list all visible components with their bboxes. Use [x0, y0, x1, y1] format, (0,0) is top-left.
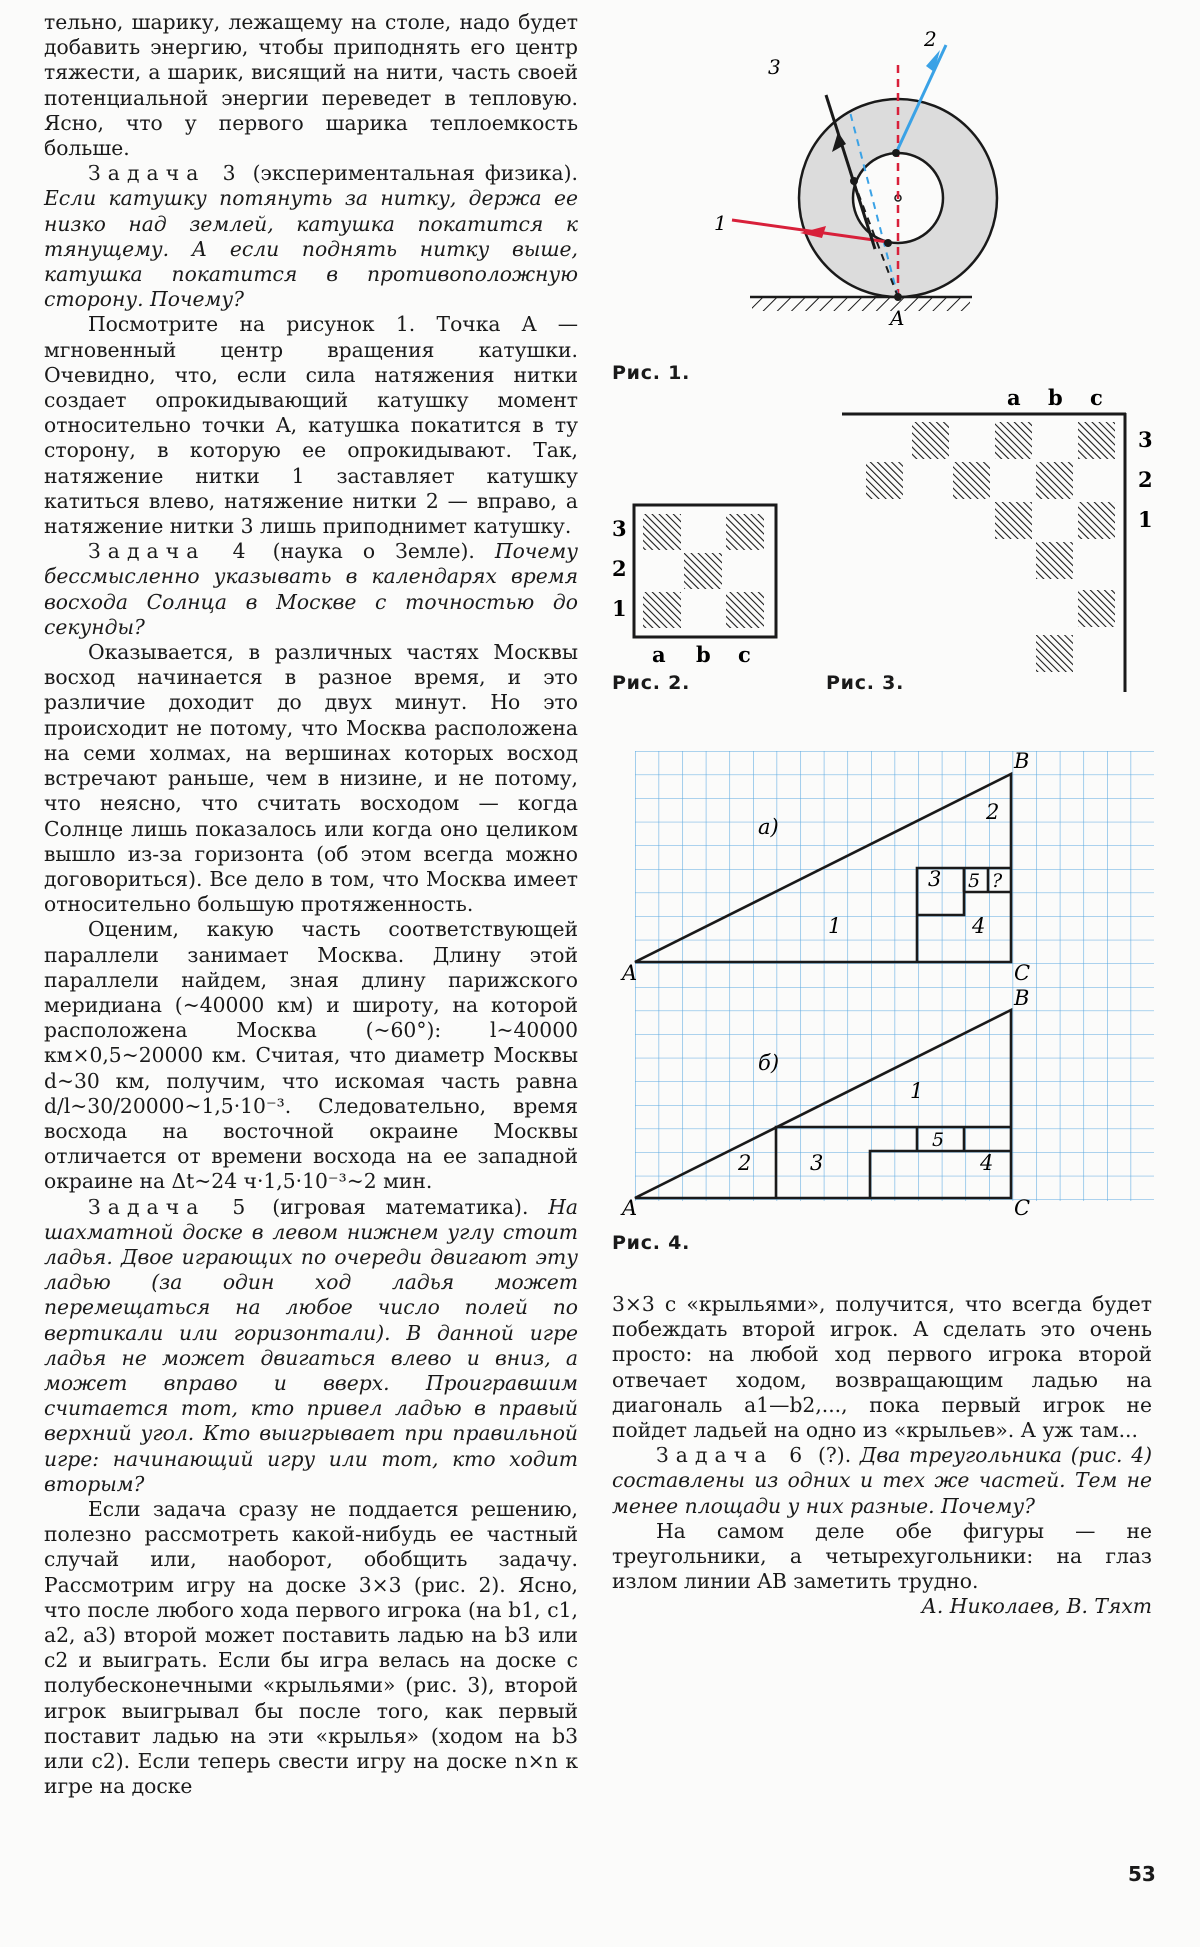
left-column: [44, 10, 578, 1799]
paragraph: Если задача сразу не поддается решению, полезно рассмотреть какой-нибудь ее частный случай или, наоборот, обобщить задачу. Рассмотрим игру на доске 3×3 (рис. 2). Ясно, что после любого хода первого игрока (на b1, c1, a2, a3) второй может поставить ладью на b3 или c2 и выиграть. Если бы игра велась на доске с полубесконечными «крыльями» (рис. 3), второй игрок выигрывал бы после того, как первый поставит ладью на эти «крылья» (ходом на b3 или c2). Если теперь свести игру на доске n×n к игре на доске: [44, 1496, 578, 1799]
col-label: a: [1007, 385, 1021, 410]
tag-b: б): [758, 1051, 780, 1075]
thread-point: [884, 239, 892, 247]
part-label: 5: [968, 870, 981, 892]
dark-square: [643, 514, 681, 550]
problem-5: [44, 1195, 578, 1497]
row-label: 3: [612, 516, 627, 541]
paragraph: Оказывается, в различных частях Москвы восход начинается в разное время, и это различие доходит до двух минут. Но это происходит не потому, что Москва расположена на семи холмах, на вершинах которых восход встречают раньше, чем в низине, и не потому, что неясно, что считать восходом — когда Солнце лишь показалось или когда оно целиком вышло из-за горизонта (об этом всегда можно договориться). Все дело в том, что Москва имеет относительно большую протяженность.: [44, 640, 578, 917]
dark-square: [995, 502, 1032, 539]
dark-square: [953, 462, 990, 499]
part-label: 3: [928, 867, 942, 891]
figure-4-triangles: [610, 740, 1170, 1220]
figure-2-board: [606, 490, 796, 670]
problem-topic: (экспериментальная физика).: [242, 161, 578, 186]
right-column: [612, 1292, 1152, 1620]
figure-1-spool: [700, 20, 1030, 340]
label-C-a: C: [1014, 961, 1031, 985]
label-A: A: [890, 306, 905, 330]
figure-3-wings: [830, 380, 1180, 700]
label-B-b: B: [1014, 986, 1030, 1010]
problem-topic: (игровая математика).: [252, 1194, 549, 1219]
part-label: 4: [980, 1151, 994, 1175]
dark-square: [1078, 502, 1115, 539]
paragraph: 3×3 с «крыльями», получится, что всегда будет побеждать второй игрок. А сделать это очень просто: на любой ход первого игрока второй отвечает ходом, возвращающим ладью на диагональ a1—b2,..., пока первый игрок не пойдет ладьей на одно из «крыльев». А уж там...: [612, 1292, 1152, 1443]
row-label: 1: [1138, 507, 1153, 532]
col-label: b: [1048, 385, 1063, 410]
part-label: 3: [810, 1151, 824, 1175]
row-label: 2: [612, 556, 627, 581]
dark-square: [684, 553, 722, 589]
caption-fig4: Рис. 4.: [612, 1232, 691, 1254]
paragraph: Оценим, какую часть соответствующей параллели занимает Москва. Длину этой параллели найдем, зная длину парижского меридиана (~40000 км) и широту, на которой расположена Москва (~60°): l~40000 км×0,5~20000 км. Считая, что диаметр Москвы d~30 км, получим, что искомая часть равна d/l~30/20000~1,5·10⁻³. Следовательно, время восхода на восточной окраине Москвы отличается от времени восхода на ее западной окраине на Δt~24 ч·1,5·10⁻³~2 мин.: [44, 917, 578, 1194]
dark-square: [1078, 590, 1115, 627]
part-label: 2: [738, 1151, 752, 1175]
row-label: 2: [1138, 467, 1153, 492]
part-label: 1: [828, 914, 842, 938]
part-label: 1: [910, 1079, 924, 1103]
caption-fig3: Рис. 3.: [826, 672, 905, 694]
problem-6: [612, 1443, 1152, 1519]
paragraph: На самом деле обе фигуры — не треугольники, а четырехугольники: на глаз излом линии AB заметить трудно.: [612, 1518, 1152, 1594]
problem-label: Задача 3: [88, 161, 243, 186]
problem-text: Два треугольника (рис. 4) составлены из одних и тех же частей. Тем не менее площади у них разные. Почему?: [612, 1443, 1153, 1518]
problem-topic: (?).: [809, 1443, 860, 1468]
label-B-a: B: [1014, 749, 1030, 773]
row-label: 1: [612, 596, 627, 621]
dark-square: [1036, 542, 1073, 579]
thread-point: [850, 177, 858, 185]
dark-square: [866, 462, 903, 499]
part-label: ?: [992, 870, 1003, 892]
label-C-b: C: [1014, 1196, 1031, 1220]
dark-square: [726, 592, 764, 628]
problem-4: [44, 539, 578, 640]
dark-square: [995, 422, 1032, 459]
part-label: 4: [972, 914, 986, 938]
part-label: 2: [986, 800, 1000, 824]
tag-a: а): [758, 815, 779, 839]
problem-3: [44, 161, 578, 312]
page-number: 53: [1128, 1862, 1156, 1886]
row-label: 3: [1138, 427, 1153, 452]
paragraph: Посмотрите на рисунок 1. Точка A — мгновенный центр вращения катушки. Очевидно, что, если сила натяжения нитки создает опрокидывающий катушку момент относительно точки A, катушка покатится в ту сторону, в которую ее опрокидывают. Так, натяжение нитки 1 заставляет катушку катиться влево, натяжение нитки 2 — вправо, а натяжение нитки 3 лишь приподнимет катушку.: [44, 312, 578, 539]
label-A-a: A: [622, 961, 638, 985]
label-A-b: A: [622, 1196, 638, 1220]
col-label: a: [652, 642, 666, 667]
col-label: c: [1090, 385, 1103, 410]
dark-square: [912, 422, 949, 459]
grid-paper: [635, 751, 1154, 1201]
problem-text: Почему бессмысленно указывать в календарях время восхода Солнца в Москве с точностью до секунды?: [44, 539, 578, 639]
label-3: 3: [768, 55, 781, 79]
problem-text: На шахматной доске в левом нижнем углу стоит ладья. Двое играющих по очереди двигают эту ладью (за один ход ладья может перемещаться на любое число полей по вертикали или горизонтали). В данной игре ладья не может двигаться влево и вниз, а может вправо и вверх. Проигравшим считается тот, кто привел ладью в правый верхний угол. Кто выигрывает при правильной игре: начинающий игру или тот, кто ходит вторым?: [44, 1194, 578, 1496]
signature: А. Николаев, В. Тяхт: [921, 1594, 1152, 1619]
caption-fig2: Рис. 2.: [612, 672, 691, 694]
col-label: b: [696, 642, 711, 667]
caption-fig1: Рис. 1.: [612, 362, 691, 384]
dark-square: [643, 592, 681, 628]
problem-text: Если катушку потянуть за нитку, держа ее низко над землей, катушка покатится к тянущему. А если поднять нитку выше, катушка покатится в противоположную сторону. Почему?: [44, 186, 578, 312]
problem-topic: (наука о Земле).: [252, 539, 495, 564]
problem-label: Задача 5: [88, 1194, 253, 1219]
label-1: 1: [714, 211, 727, 235]
thread-point: [892, 149, 900, 157]
col-label: c: [738, 642, 751, 667]
contact-point-a: [894, 293, 902, 301]
dark-square: [1078, 422, 1115, 459]
dark-square: [1036, 462, 1073, 499]
part-label: 5: [932, 1129, 945, 1151]
label-2: 2: [924, 27, 937, 51]
problem-label: Задача 6: [656, 1443, 810, 1468]
problem-label: Задача 4: [88, 539, 253, 564]
dark-square: [1036, 635, 1073, 672]
paragraph: тельно, шарику, лежащему на столе, надо будет добавить энергию, чтобы приподнять его центр тяжести, а шарик, висящий на нити, часть своей потенциальной энергии переведет в тепловую. Ясно, что у первого шарика теплоемкость больше.: [44, 10, 578, 161]
dark-square: [726, 514, 764, 550]
ground-hatch: [752, 297, 970, 311]
